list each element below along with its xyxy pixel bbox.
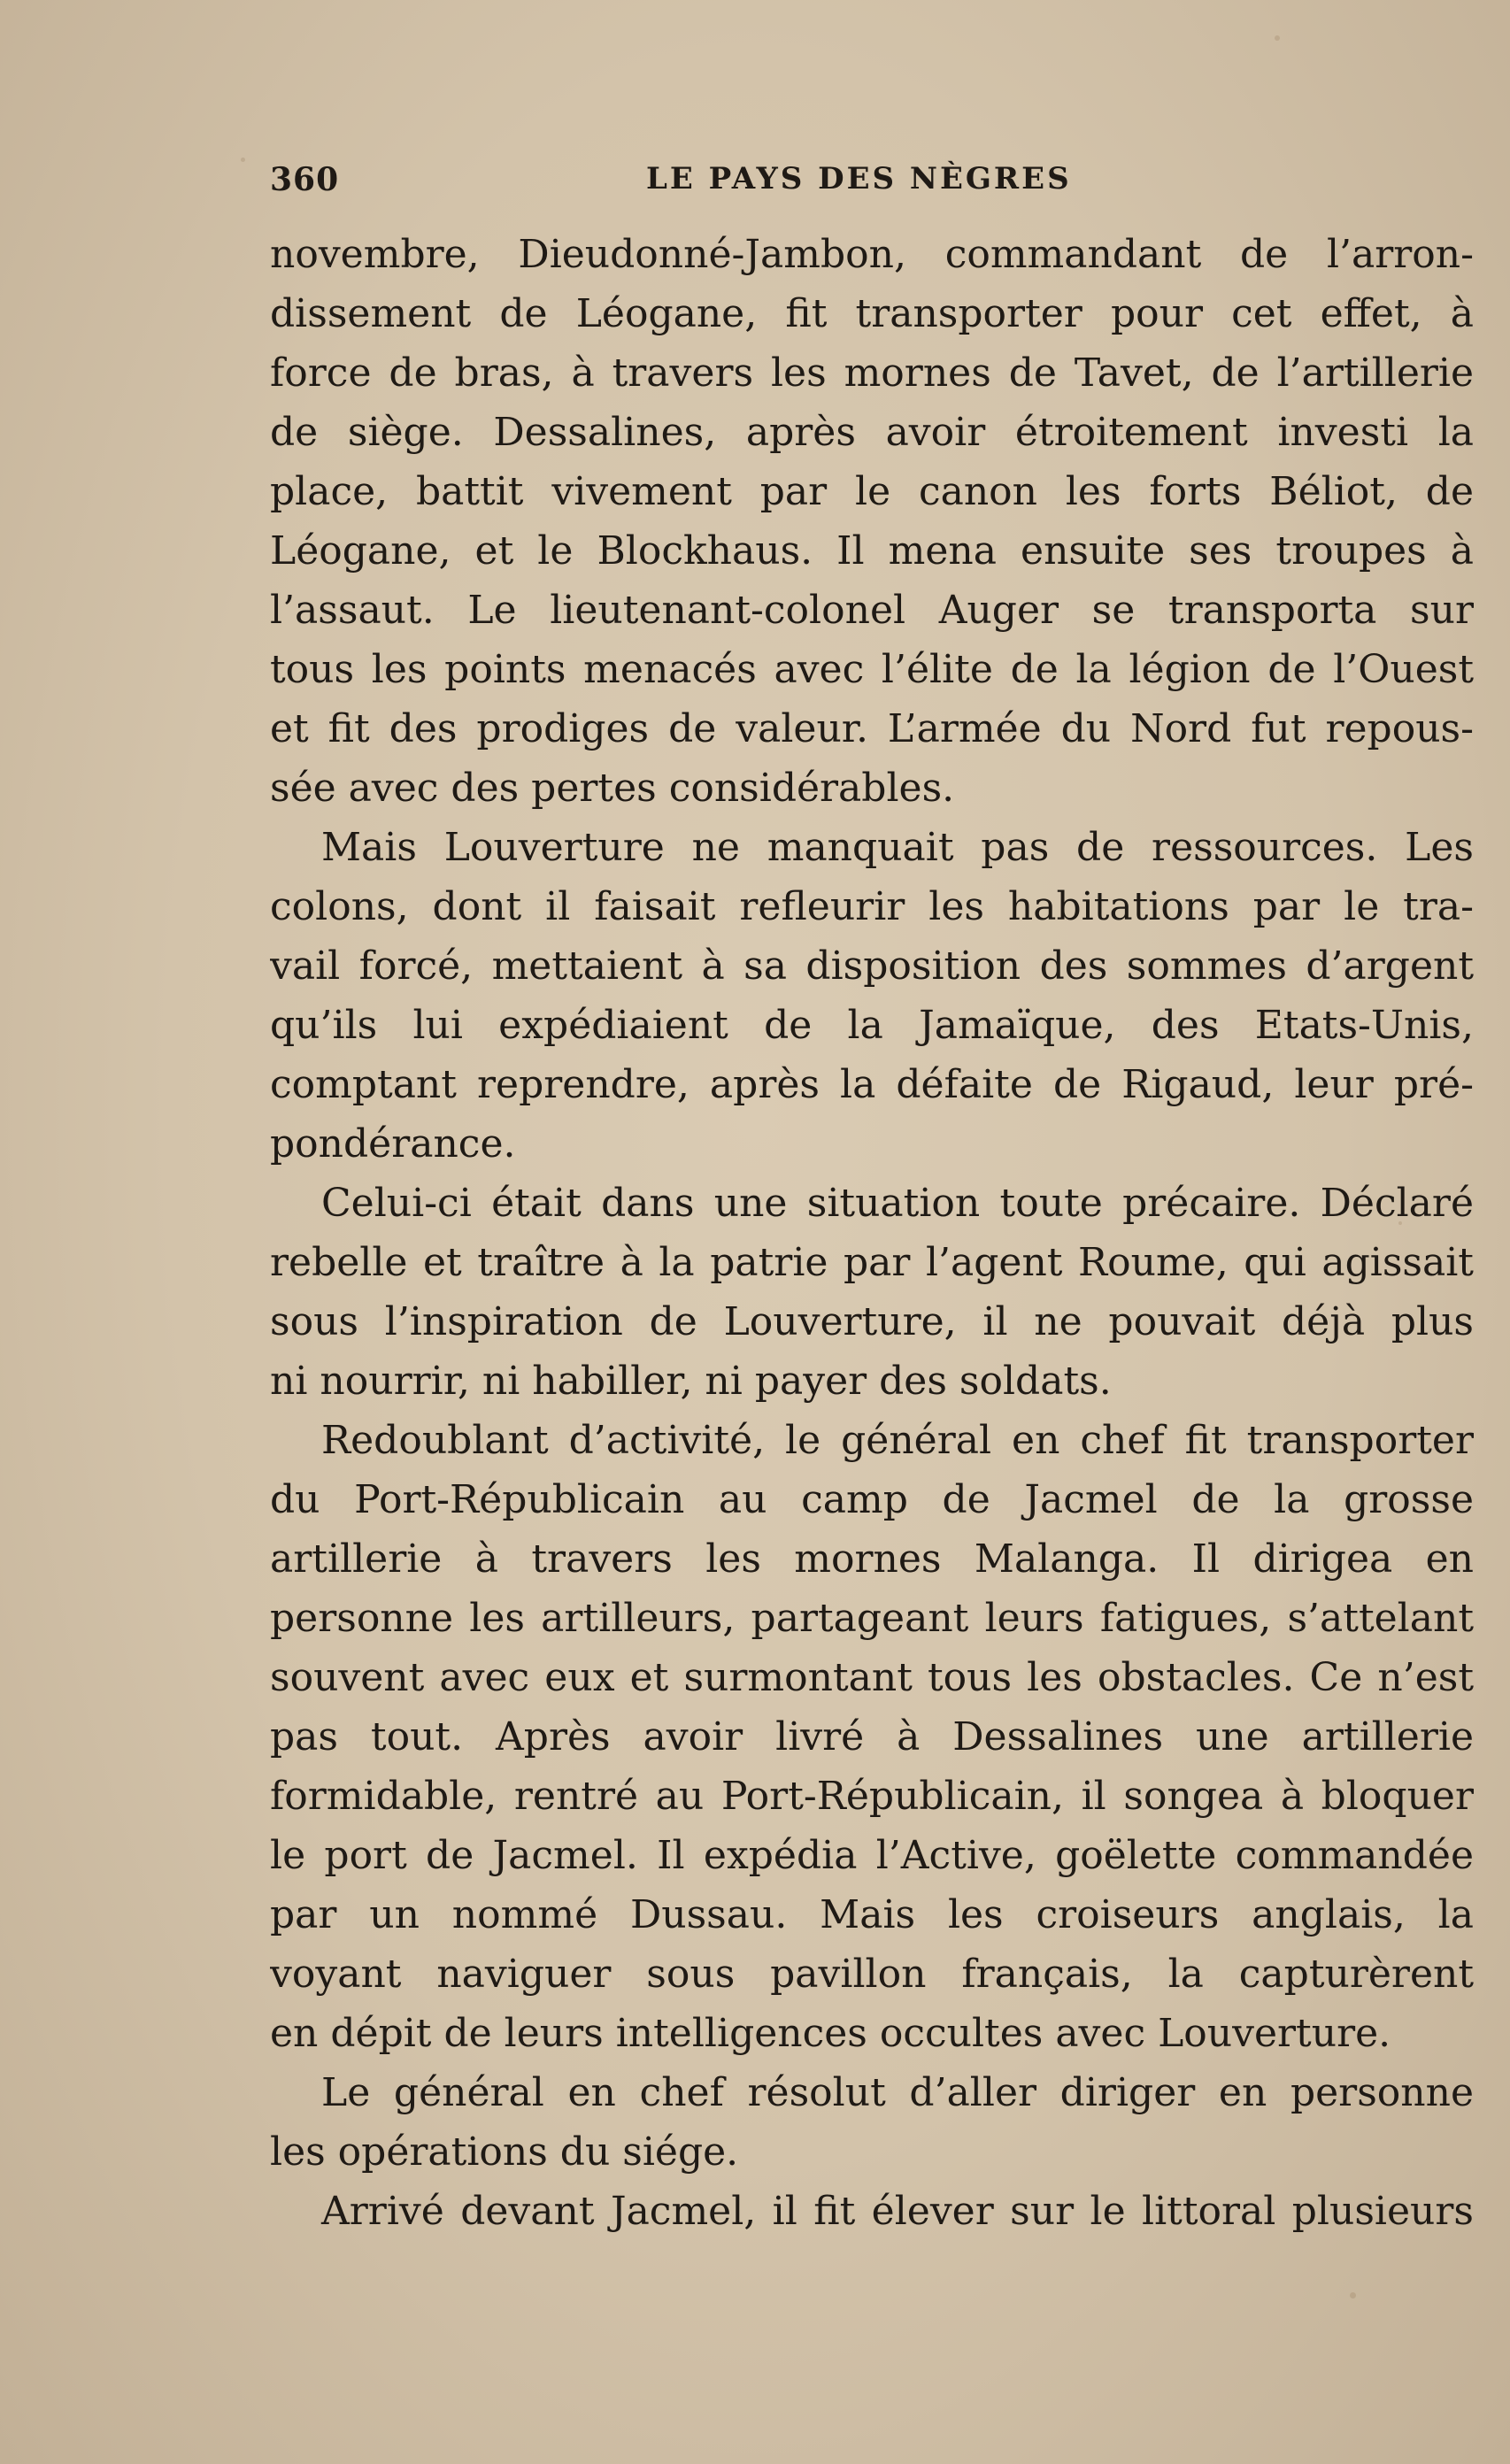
body-text: [270, 225, 1474, 2241]
text-line: le port de Jacmel. Il expédia l’Active, goëlette commandée: [270, 1833, 1474, 1878]
text-line: dissement de Léogane, fit transporter pour cet effet, à: [270, 291, 1474, 336]
text-line: tous les points menacés avec l’élite de la légion de l’Ouest: [270, 647, 1474, 692]
text-line: Celui-ci était dans une situation toute précaire. Déclaré: [321, 1181, 1474, 1226]
text-line: pas tout. Après avoir livré à Dessalines une artillerie: [270, 1714, 1474, 1759]
text-line: Le général en chef résolut d’aller diriger en personne: [321, 2070, 1474, 2115]
text-line: souvent avec eux et surmontant tous les obstacles. Ce n’est: [270, 1655, 1474, 1700]
text-line: vail forcé, mettaient à sa disposition des sommes d’argent: [270, 943, 1474, 989]
text-line: de siège. Dessalines, après avoir étroitement investi la: [270, 410, 1474, 455]
text-line: place, battit vivement par le canon les forts Béliot, de: [270, 469, 1474, 514]
text-line: sée avec des pertes considérables.: [270, 766, 955, 811]
text-line: Léogane, et le Blockhaus. Il mena ensuite ses troupes à: [270, 528, 1474, 574]
text-line: personne les artilleurs, partageant leurs fatigues, s’attelant: [270, 1596, 1474, 1641]
text-line: Mais Louverture ne manquait pas de ressources. Les: [321, 825, 1474, 870]
text-line: artillerie à travers les mornes Malanga. Il dirigea en: [270, 1536, 1474, 1582]
text-line: force de bras, à travers les mornes de Tavet, de l’artillerie: [270, 350, 1474, 396]
text-line: les opérations du siége.: [270, 2129, 739, 2175]
page-number: 360: [270, 161, 340, 198]
text-line: l’assaut. Le lieutenant-colonel Auger se transporta sur: [270, 588, 1474, 633]
running-header: [270, 161, 1474, 209]
running-title: LE PAYS DES NÈGRES: [646, 161, 1072, 196]
text-line: voyant naviguer sous pavillon français, la capturèrent: [270, 1952, 1474, 1997]
text-line: comptant reprendre, après la défaite de Rigaud, leur pré-: [270, 1062, 1474, 1107]
text-line: novembre, Dieudonné-Jambon, commandant de l’arron-: [270, 232, 1474, 277]
text-line: Redoublant d’activité, le général en chef fit transporter: [321, 1418, 1474, 1463]
text-line: ni nourrir, ni habiller, ni payer des soldats.: [270, 1359, 1112, 1404]
text-line: rebelle et traître à la patrie par l’agent Roume, qui agissait: [270, 1240, 1474, 1285]
text-line: formidable, rentré au Port-Républicain, il songea à bloquer: [270, 1774, 1474, 1819]
text-line: Arrivé devant Jacmel, il fit élever sur le littoral plusieurs: [321, 2189, 1474, 2234]
text-line: qu’ils lui expédiaient de la Jamaïque, des Etats-Unis,: [270, 1003, 1474, 1048]
text-line: sous l’inspiration de Louverture, il ne pouvait déjà plus: [270, 1299, 1474, 1344]
text-line: en dépit de leurs intelligences occultes avec Louverture.: [270, 2011, 1391, 2056]
text-line: pondérance.: [270, 1121, 516, 1167]
text-line: colons, dont il faisait refleurir les habitations par le tra-: [270, 884, 1474, 929]
text-line: et fit des prodiges de valeur. L’armée du Nord fut repous-: [270, 706, 1474, 751]
text-line: par un nommé Dussau. Mais les croiseurs anglais, la: [270, 1892, 1474, 1937]
text-line: du Port-Républicain au camp de Jacmel de la grosse: [270, 1477, 1474, 1522]
